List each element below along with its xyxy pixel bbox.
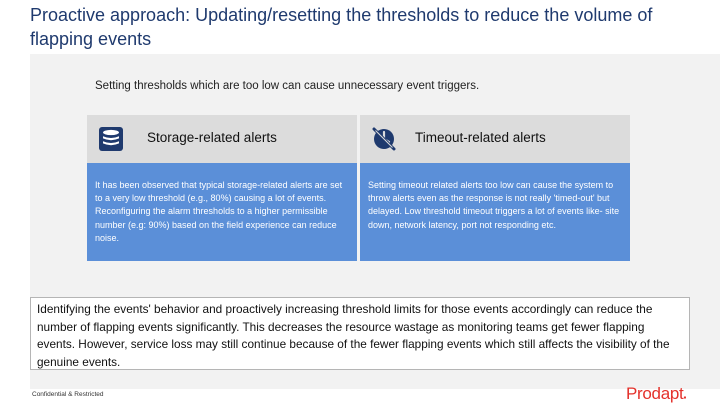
database-icon: [87, 115, 135, 163]
intro-text: Setting thresholds which are too low can cause unnecessary event triggers.: [95, 80, 480, 92]
timeout-card-title: Timeout-related alerts: [415, 130, 546, 145]
logo-mark: ▪: [683, 393, 686, 402]
slide-title: Proactive approach: Updating/resetting the thresholds to reduce the volume of flapping events: [30, 5, 653, 49]
prodapt-logo: [626, 384, 686, 404]
storage-card-title: Storage-related alerts: [147, 130, 277, 145]
confidential-label: Confidential & Restricted: [32, 391, 104, 398]
summary-box: Identifying the events' behavior and proactively increasing threshold limits for those events accordingly can reduce the number of flapping events significantly. This decreases the resource wastage as monitoring teams get fewer flapping events. However, service loss may still continue because of the fewer flapping events which still affects the visibility of the genuine events.: [30, 297, 690, 370]
timeout-card-body: Setting timeout related alerts too low can cause the system to throw alerts even as the response is not really 'timed-out' but delayed. Low threshold timeout triggers a lot of events like- site down, network latency, port not responding etc.: [360, 163, 630, 261]
timeout-card-header: [360, 115, 630, 163]
timeout-icon: [360, 115, 408, 163]
storage-card-header: [87, 115, 357, 163]
logo-text: Prodapt: [626, 384, 684, 403]
storage-card-body: It has been observed that typical storage-related alerts are set to a very low threshold (e.g., 80%) causing a lot of events. Reconfiguring the alarm thresholds to a higher permissible number (e.g: 90%) based on the field experience can reduce noise.: [87, 163, 357, 261]
